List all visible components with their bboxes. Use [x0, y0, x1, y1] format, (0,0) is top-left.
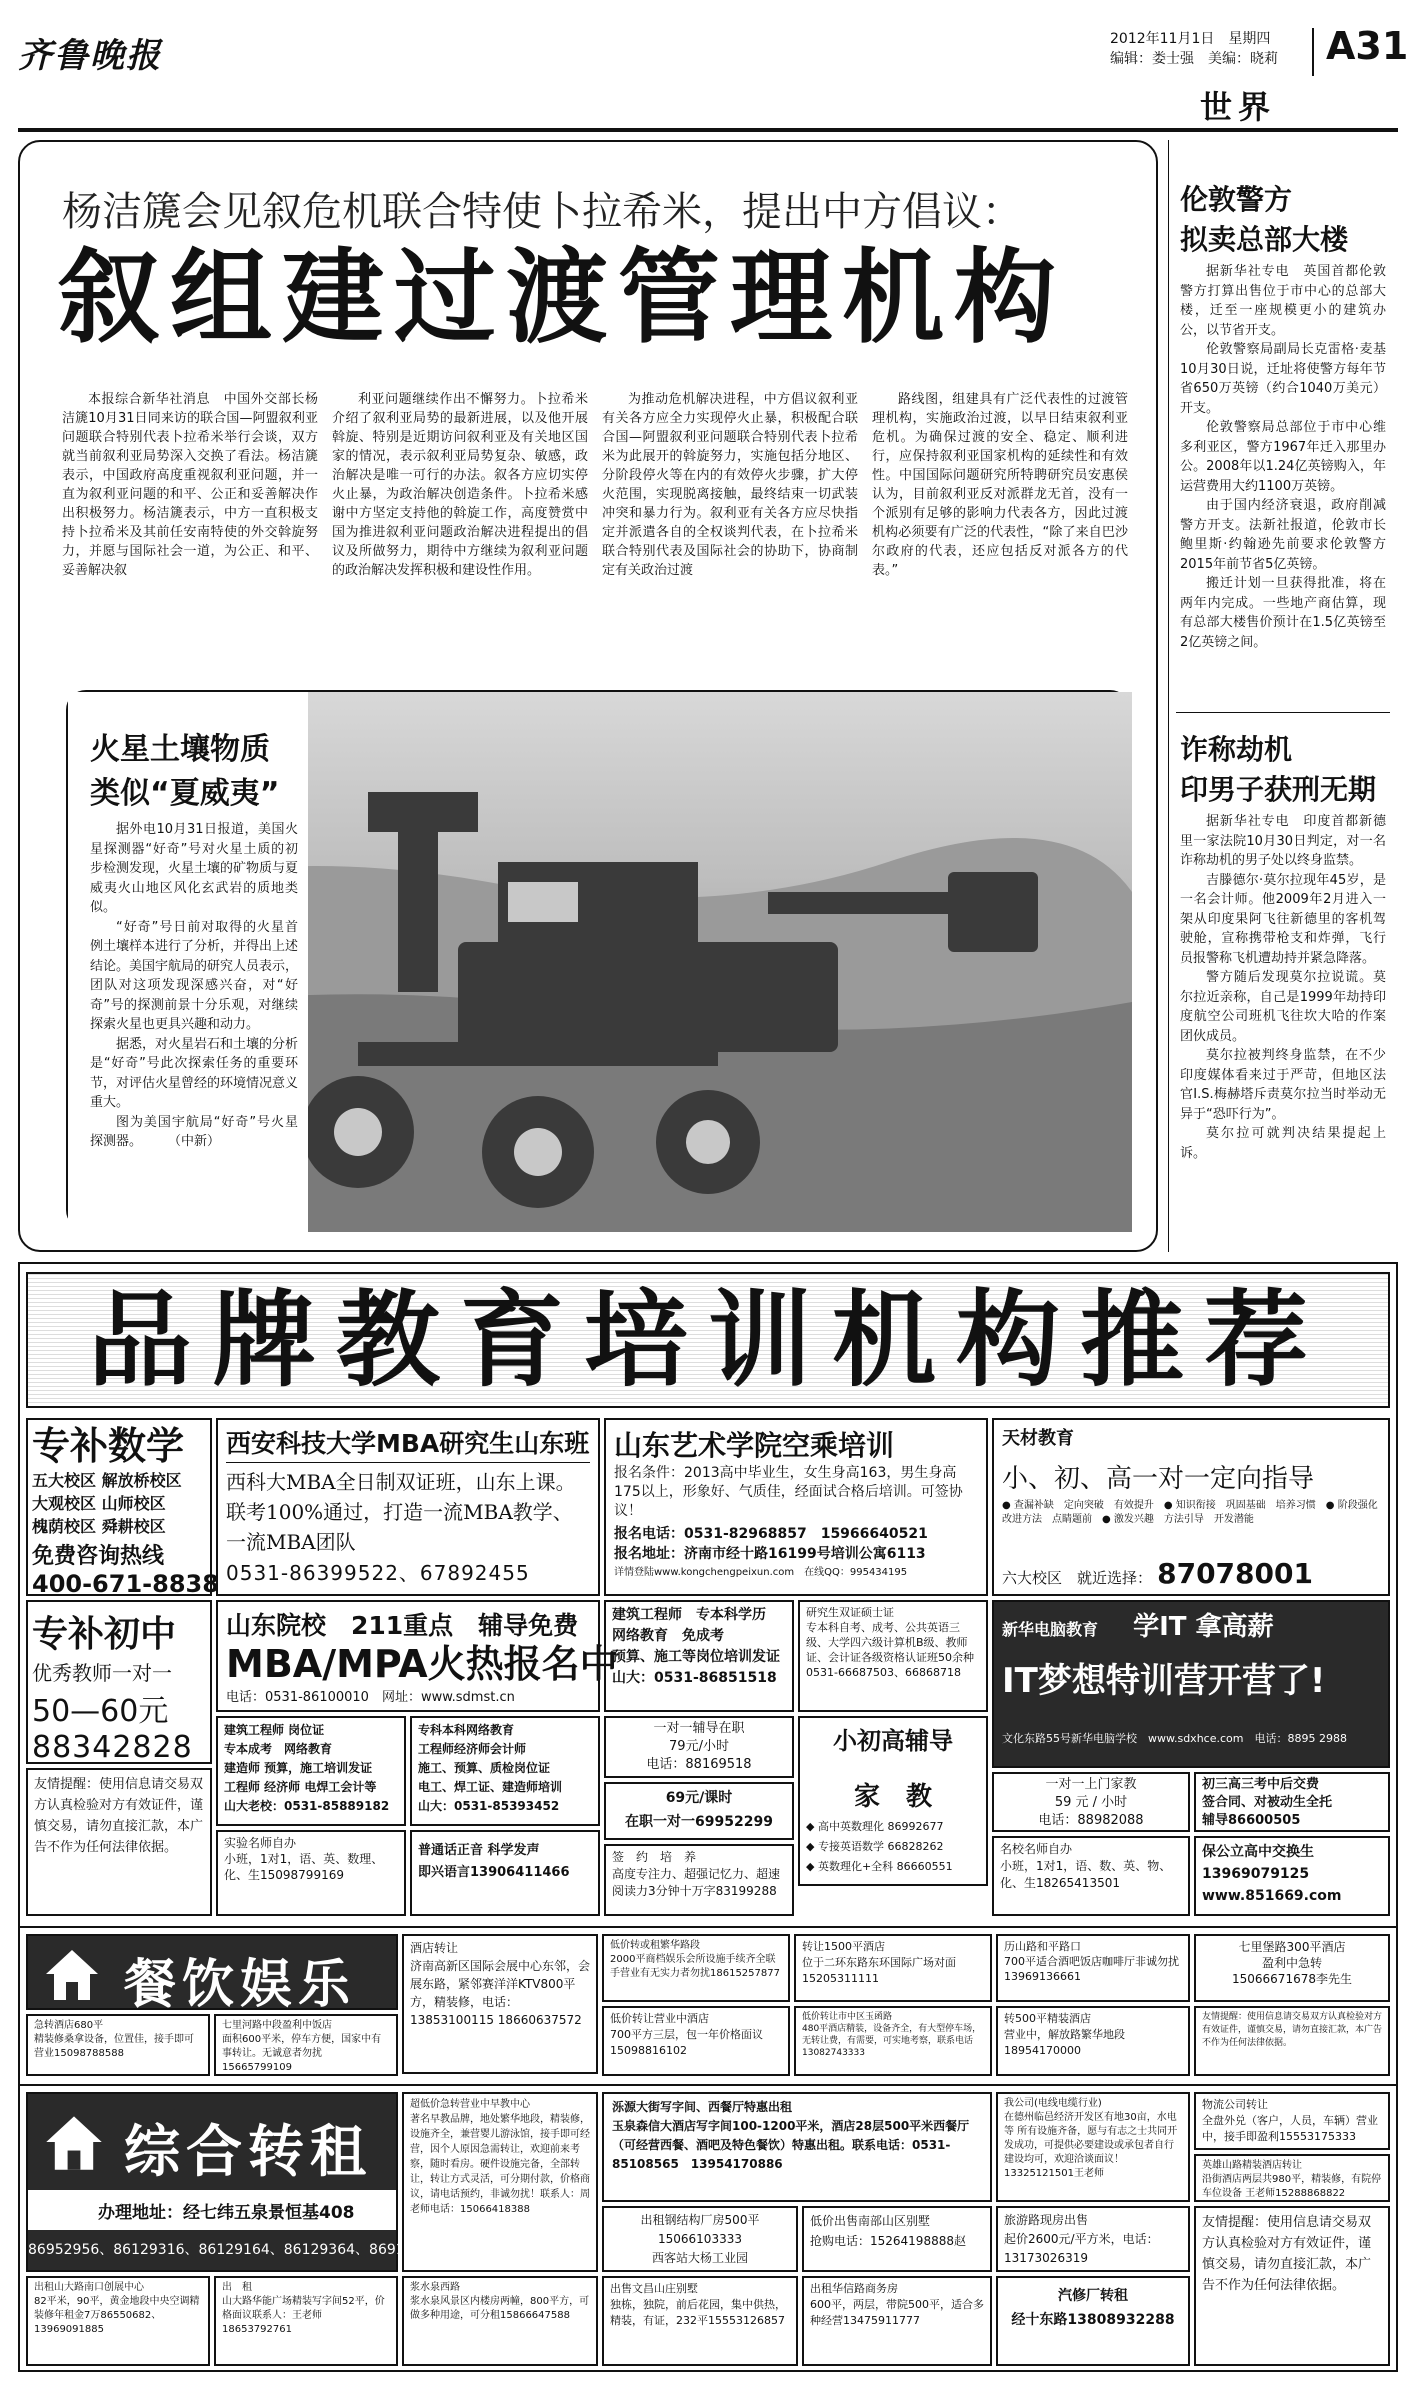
ad-itjob-name: 新华电脑教育 — [1002, 1620, 1099, 1639]
page-number: A31 — [1326, 24, 1409, 68]
ad-art-body: 报名条件：2013高中毕业生，女生身高163，男生身高175以上，形象好、气质佳，经面试合格后培训。可签协议！ — [614, 1465, 963, 1519]
cls-hotel1500[interactable] — [794, 1934, 992, 2002]
ad-xiaochu-home: 家 教 — [853, 1782, 932, 1812]
mars-body — [90, 820, 298, 1152]
mars-paragraph: 据外电10月31日报道，美国火星探测器“好奇”号对火星土质的初步检测发现，火星土壤的矿物质与夏威夷火山地区风化玄武岩的质地类似。 — [90, 822, 299, 915]
ad-famous1-text: 实验名师自办 小班，1对1，语、英、数理、化、生15098799169 — [224, 1836, 384, 1882]
cls-lvyou[interactable] — [996, 2206, 1190, 2272]
ad-tutor1-text: 一对一辅导在职 79元/小时 电话：88169518 — [646, 1721, 752, 1772]
ad-xiaochu-lines: ◆ 高中英数理化 86992677 ◆ 专接英语数学 66828262 ◆ 英数理化+全科 86660551 — [806, 1820, 953, 1873]
ad-tiancai-tags: ● 查漏补缺 定向突破 有效提升 ● 知识衔接 巩固基础 培养习惯 ● 阶段强化 改进方法 点睛题前 ● 激发兴趣 方法引导 开发潜能 — [1002, 1500, 1388, 1525]
mars-title-1: 火星土壤物质 — [90, 732, 270, 767]
lead-kicker: 杨洁篪会见叙危机联合特使卜拉希米，提出中方倡议： — [62, 189, 1022, 235]
cls-qili[interactable] — [1194, 1934, 1390, 2002]
cls-text: 低价转或租繁华路段 2000平商档娱乐会所设施手续齐全联手营业有无实力者勿扰18615257877 — [610, 1940, 780, 1979]
ad-junior-sub: 优秀教师一对一 — [32, 1661, 172, 1685]
ad-reminder-3 — [1194, 2206, 1390, 2366]
ad-junior-title: 专补初中 — [32, 1614, 177, 1655]
ad-xian-body: 西科大MBA全日制双证班，山东上课。联考100%通过，打造一流MBA教学、一流MBA团队 — [226, 1470, 576, 1554]
side2-paragraph: 警方随后发现莫尔拉说谎。莫尔拉近亲称，自己是1999年劫持印度航空公司班机飞往坎大哈的作案团伙成员。 — [1180, 970, 1386, 1044]
ad-sdcollege-phone: 电话：0531-86100010 网址：www.sdmst.cn — [226, 1690, 515, 1705]
ad-grad[interactable] — [798, 1600, 988, 1712]
masthead-rule — [18, 128, 1398, 132]
ad-reminder-2 — [1194, 2006, 1390, 2076]
ad-guarantee[interactable] — [1194, 1836, 1390, 1916]
lead-headline: 叙组建过渡管理机构 — [58, 238, 1066, 358]
ad-xiaochu[interactable] — [798, 1716, 988, 1886]
section-label: 世界 — [1200, 88, 1277, 126]
classified-rule-1 — [18, 1926, 1398, 1928]
ad-reminder-text: 友情提醒：使用信息请交易双方认真检验对方有效证件，谨慎交易，请勿直接汇款，本广告不作为任何法律依据。 — [1202, 2012, 1383, 2048]
side2-paragraph: 据新华社专电 印度首都新德里一家法院10月30日判定，对一名诈称劫机的男子处以终身监禁。 — [1180, 814, 1386, 868]
ad-itjob-head: 学IT 拿高薪 — [1133, 1612, 1274, 1642]
ad-gaokao[interactable] — [1194, 1772, 1390, 1832]
side1-paragraph: 伦敦警察局副局长克雷格·麦基10月30日说，迁址将使警方每年节省650万英镑（约合1040万美元）开支。 — [1180, 342, 1386, 416]
ad-sdcollege[interactable] — [216, 1600, 618, 1712]
ad-grammar[interactable] — [410, 1830, 600, 1916]
ad-tutor3[interactable] — [992, 1772, 1190, 1832]
cls-lease[interactable] — [214, 2276, 398, 2366]
ad-prof[interactable] — [410, 1716, 600, 1826]
ad-grammar-text: 普通话正音 科学发声 即兴语言13906411466 — [418, 1843, 570, 1880]
ad-math-campus: 大观校区 山师校区 — [32, 1494, 166, 1513]
cls-quick680[interactable] — [26, 2014, 210, 2076]
side1-title-1: 伦敦警方 — [1180, 183, 1293, 216]
classified-rule-2 — [18, 2084, 1398, 2086]
cls-text: 转让1500平酒店 位于二环东路东环国际广场对面15205311111 — [802, 1940, 956, 1985]
cls-hotel1[interactable] — [402, 1934, 598, 2074]
side2-title-2: 印男子获刑无期 — [1180, 773, 1377, 806]
cls-text: 出租钢结构厂房500平 15066103333 西客站大杨工业园 — [640, 2213, 760, 2265]
ad-eng1-text: 建筑工程师 专本科学历 网络教育 免成考 预算、施工等岗位培训发证 山大：0531-86851518 — [612, 1607, 780, 1686]
ad-art-title: 山东艺术学院空乘培训 — [614, 1429, 895, 1462]
cls-text: 低价转让市中区玉函路 480平酒店精装，设备齐全，有大型停车场，无转让费，有需要，可实地考察，联系电话13082743333 — [802, 2012, 982, 2058]
ad-math-campus: 槐荫校区 舜耕校区 — [32, 1517, 166, 1536]
ad-eng2-text: 建筑工程师 岗位证 专本成考 网络教育 建造师 预算，施工培训发证 工程师 经济师 电焊工会计等 山大老校：0531-85889182 — [224, 1723, 390, 1813]
masthead-divider — [1312, 28, 1314, 76]
mars-paragraph: “好奇”号日前对取得的火星首例土壤样本进行了分析，并得出上述结论。美国宇航局的研究人员表示，团队对这项发现深感兴奋，对“好奇”号的探测前景十分乐观，对继续探索火星也更具兴趣和动力。 — [90, 919, 299, 1032]
cls-text: 超低价急转营业中早教中心 著名早教品牌，地处繁华地段，精装修，设施齐全，兼营婴儿游泳馆，接手即可经营，因个人原因急需转让，欢迎前来考察，随时看房。硬件设施完备，全部转让，转让方式灵活，可分期付款，价格商议，请电话预约，非诚勿扰！联系人：周老师电话：15066418388 — [410, 2099, 590, 2215]
cls-text: 泺源大街写字间、西餐厅特惠出租 玉泉森信大酒店写字间100-1200平米，酒店28层500平米西餐厅（可经营西餐、酒吧及特色餐饮）特惠出租。联系电话：0531-85108565 13954170886 — [612, 2100, 970, 2171]
cls-hotel500[interactable] — [996, 2006, 1190, 2076]
ad-art-web: 详情登陆www.kongchengpeixun.com 在线QQ：995434195 — [614, 1567, 908, 1578]
ad-xian-phone: 0531-86399522、67892455 — [226, 1561, 530, 1585]
mars-title-2: 类似“夏威夷” — [90, 776, 280, 811]
cls-text: 出租山大路南口创展中心 82平米，90平，黄金地段中央空调精装修年租金7万86550682、13969091885 — [34, 2282, 200, 2335]
cls-tradehall[interactable] — [602, 1934, 790, 2002]
sidebar-divider — [1168, 140, 1169, 1252]
ad-eng1[interactable] — [604, 1600, 794, 1712]
ad-math-free: 免费咨询热线 — [32, 1544, 165, 1569]
ad-tutor3-text: 一对一上门家教 59 元 / 小时 电话：88982088 — [1038, 1777, 1144, 1828]
mars-paragraph: 据悉，对火星岩石和土壤的分析是“好奇”号此次探索任务的重要环节，对评估火星曾经的环境情况意义重大。 — [90, 1036, 299, 1110]
cls-text: 汽修厂转租 经十东路13808932288 — [1011, 2288, 1175, 2328]
lead-paragraph: 本报综合新华社消息 中国外交部长杨洁篪10月31日同来访的联合国—阿盟叙利亚问题联合特别代表卜拉希米举行会谈，双方就当前叙利亚局势深入交换了看法。杨洁篪表示，中国政府高度重视叙利亚问题，并一直为叙利亚问题的和平、公正和妥善解决作出积极努力。杨洁篪表示，中方一直积极支持卜拉希米及其前任安南特使的外交斡旋努力，并愿与国际社会一道，为公正、和平、妥善解决叙 — [62, 392, 318, 578]
ad-grad-text: 研究生双证硕士证 专本科自考、成考、公共英语三级、大学四六级计算机B级、教师证、会计证各级资格认证班50余种 0531-66687503、66868718 — [806, 1606, 974, 1679]
ad-tiancai[interactable] — [992, 1418, 1390, 1596]
side1-paragraph: 由于国内经济衰退，政府削减警方开支。法新社报道，伦敦市长鲍里斯·约翰逊先前要求伦敦警方2015年前节省5亿英镑。 — [1180, 498, 1386, 572]
cls-text: 转500平精装酒店 营业中，解放路繁华地段 18954170000 — [1004, 2012, 1125, 2057]
cls-super-cheap[interactable] — [402, 2092, 598, 2272]
house-icon — [42, 1944, 102, 2004]
ad-itjob-addr: 文化东路55号新华电脑学校 www.sdxhce.com 电话：8895 2988 — [1002, 1732, 1347, 1745]
cls-cheap-mall[interactable] — [602, 2006, 790, 2076]
cls-text: 出 租 山大路华能广场精装写字间52平，价格面议联系人：王老师18653792761 — [222, 2282, 385, 2335]
cls-logistics[interactable] — [1194, 2092, 1390, 2150]
ads-banner: 品牌教育培训机构推荐 — [26, 1272, 1390, 1408]
ad-math-campus: 五大校区 解放桥校区 — [32, 1471, 182, 1490]
food-banner-text: 餐饮娱乐 — [124, 1955, 357, 2015]
ad-math[interactable] — [26, 1418, 219, 1598]
cls-lishan[interactable] — [996, 1934, 1190, 2002]
ad-prof-text: 专科本科网络教育 工程师经济师会计师 施工、预算、质检岗位证 电工、焊工证、建造师培训 山大：0531-85393452 — [418, 1723, 563, 1813]
rent-banner-text: 综合转租 — [124, 2120, 372, 2185]
lead-column-3 — [602, 390, 858, 580]
cls-shannan[interactable] — [26, 2276, 210, 2366]
cls-text: 旅游路现房出售 起价2600元/平方米，电话：13173026319 — [1004, 2213, 1159, 2265]
ad-sign[interactable] — [604, 1844, 794, 1916]
ad-xiaochu-title: 小初高辅导 — [833, 1727, 953, 1755]
ad-xian-title: 西安科技大学MBA研究生山东班 — [226, 1424, 590, 1463]
cls-huaxin[interactable] — [802, 2276, 992, 2366]
cls-text: 英雄山路精装酒店转让 沿街酒店两层共980平，精装修，有院停车位设备 王老师15288868822 — [1202, 2160, 1382, 2199]
editor-line: 编辑：娄士强 美编：晓莉 — [1110, 51, 1278, 67]
ad-sdcollege-head: 山东院校 211重点 辅导免费 — [226, 1611, 579, 1640]
mars-paragraph: 图为美国宇航局“好奇”号火星探测器。 （中新） — [90, 1114, 298, 1149]
side1-body — [1180, 262, 1386, 652]
lead-column-4 — [872, 390, 1128, 580]
cls-cable[interactable] — [996, 2092, 1190, 2202]
lead-column-1 — [62, 390, 318, 580]
cls-cheap-yuhan[interactable] — [794, 2006, 992, 2076]
house-icon — [42, 2110, 106, 2174]
ad-guarantee-text: 保公立高中交换生 13969079125 www.851669.com — [1202, 1844, 1342, 1904]
side2-title-1: 诈称劫机 — [1180, 733, 1293, 766]
cls-text: 低价转让营业中酒店 700平方三层，包一年价格面议15098816102 — [610, 2012, 763, 2057]
cls-text: 出租华信路商务房 600平，两层，带院500平，适合多种经营13475911777 — [810, 2282, 984, 2327]
cls-text: 急转酒店680平 精装修桑拿设备，位置佳，接手即可营业15098788588 — [34, 2020, 194, 2059]
cls-text: 出售文昌山庄别墅 独栋，独院，前后花园，集中供热，精装，有证，232平15553126857 — [610, 2282, 786, 2327]
ad-tiancai-phone: 87078001 — [1157, 1557, 1313, 1590]
cls-text: 历山路和平路口 700平适合酒吧饭店咖啡厅非诚勿扰13969136661 — [1004, 1940, 1179, 1983]
ad-itjob[interactable] — [992, 1600, 1390, 1768]
newspaper-logo: 齐鲁晚报 — [18, 36, 162, 76]
ad-tiancai-title: 小、初、高一对一定向指导 — [1002, 1464, 1315, 1494]
cls-text: 七里堡路300平酒店 盈利中急转 15066671678李先生 — [1232, 1940, 1352, 1986]
cls-cheap-shop[interactable] — [802, 2206, 992, 2272]
ad-math-title: 专补数学 — [32, 1424, 185, 1468]
cls-jiangshui[interactable] — [402, 2276, 598, 2366]
cls-text: 物流公司转让 全盘外兑（客户，人员，车辆）营业中，接手即盈利15553175333 — [1202, 2098, 1378, 2143]
ad-art-phone: 报名电话：0531-82968857 15966640521 — [614, 1526, 928, 1542]
ad-art[interactable] — [604, 1418, 988, 1596]
date-line: 2012年11月1日 星期四 — [1110, 31, 1271, 47]
cls-qihe[interactable] — [214, 2014, 398, 2076]
cls-text: 酒店转让 济南高新区国际会展中心东邻，会展东路，紧邻赛洋洋KTV800平方，精装修，电话：13853100115 18660637572 — [410, 1941, 591, 2027]
lead-paragraph: 为推动危机解决进程，中方倡议叙利亚有关各方应全力实现停火止暴，积极配合联合国—阿盟叙利亚问题联合特别代表卜拉希米为此展开的斡旋努力，实施包括分地区、分阶段停火等在内的有效停火步骤，扩大停火范围，实现脱离接触，最终结束一切武装冲突和暴力行为。叙利亚有关各方应尽快指定并派遣各自的全权谈判代表，在卜拉希米联合特别代表及国际社会的协助下，协商制定有关政治过渡 — [602, 392, 858, 578]
ad-math-phone: 400-671-8838 — [32, 1570, 219, 1598]
side2-paragraph: 莫尔拉被判终身监禁，在不少印度媒体看来过于严苛，但地区法官I.S.梅赫塔斥责莫尔拉当时举动无异于“恐吓行为”。 — [1180, 1048, 1386, 1122]
ad-reminder-text: 友情提醒：使用信息请交易双方认真检验对方有效证件，谨慎交易，请勿直接汇款，本广告不作为任何法律依据。 — [1202, 2215, 1372, 2293]
ad-reminder-1 — [26, 1768, 212, 1916]
side2-body — [1180, 812, 1386, 1163]
ad-famous1[interactable] — [216, 1830, 406, 1916]
lead-paragraph: 路线图，组建具有广泛代表性的过渡管理机构，实施政治过渡，以早日结束叙利亚危机。为确保过渡的安全、稳定、顺利进行，应保持叙利亚国家机构的延续性和有效性。中国国际问题研究所特聘研究员安惠侯认为，目前叙利亚反对派群龙无首，没有一个派别有足够的影响力代表各方，因此过渡机构必须要有广泛的代表性，“除了来自巴沙尔政府的代表，还应包括反对派各方的代表。” — [872, 392, 1128, 578]
ad-tutor2-text: 69元/课时 在职一对一69952299 — [625, 1790, 773, 1830]
ad-famous2[interactable] — [992, 1836, 1190, 1916]
side2-paragraph: 莫尔拉可就判决结果提起上诉。 — [1180, 1126, 1386, 1161]
cls-villa[interactable] — [602, 2276, 798, 2366]
ad-junior-phone: 88342828 — [32, 1730, 193, 1765]
sidebar-story-rule — [1176, 712, 1390, 713]
cls-text: 浆水泉西路 浆水泉风景区内楼房两幢，800平方，可做多种用途，可分租15866647588 — [410, 2282, 590, 2321]
ad-itjob-header — [1002, 1606, 1380, 1643]
ad-itjob-title: IT梦想特训营开营了! — [1002, 1661, 1326, 1701]
ad-junior[interactable] — [26, 1600, 212, 1764]
side1-title-2: 拟卖总部大楼 — [1180, 223, 1349, 256]
ad-tiancai-footer — [1002, 1557, 1313, 1590]
ad-art-addr: 报名地址：济南市经十路16199号培训公寓6113 — [614, 1546, 926, 1562]
cls-yingxiong[interactable] — [1194, 2154, 1390, 2202]
ad-sign-text: 签 约 培 养 高度专注力、超强记忆力、超速阅读力3分钟十万字83199288 — [612, 1850, 781, 1898]
ad-famous2-text: 名校名师自办 小班，1对1，语、数、英、物、化、生18265413501 — [1000, 1842, 1172, 1890]
ad-tutor1[interactable] — [604, 1716, 794, 1778]
cls-text: 低价出售南部山区别墅 抢购电话：15264198888赵 — [810, 2214, 966, 2248]
cls-text: 七里河路中段盈利中饭店 面积600平米，停车方便，国家中有事转让。无诚意者勿扰15665799109 — [222, 2020, 382, 2073]
ad-sdcollege-title: MBA/MPA火热报名中 — [226, 1642, 618, 1686]
lead-paragraph: 利亚问题继续作出不懈努力。卜拉希米介绍了叙利亚局势的最新进展，以及他开展斡旋、特别是近期访问叙利亚及有关地区国家的情况，表示叙利亚局势复杂、敏感，政治解决是唯一可行的办法。叙各方应切实停火止暴，为政治解决创造条件。卜拉希米感谢中方坚定支持他的斡旋工作，高度赞赏中国为推进叙利亚问题政治解决进程提出的倡议及所做努力，期待中方继续为叙利亚问题的政治解决发挥积极和建设性作用。 — [332, 392, 588, 578]
cls-steel[interactable] — [602, 2206, 798, 2272]
cls-qixiu[interactable] — [996, 2276, 1190, 2366]
ad-junior-price: 50—60元 — [32, 1694, 169, 1729]
ad-tutor2[interactable] — [604, 1782, 794, 1840]
ad-tiancai-name: 天材教育 — [1002, 1428, 1074, 1449]
cls-yuanlong[interactable] — [602, 2092, 992, 2202]
rent-banner-phones: 86952956、86129316、86129164、86129364、86919980 — [28, 2230, 396, 2270]
ad-gaokao-text: 初三高三考中后交费 签合同、对被动生全托 辅导86600505 — [1202, 1777, 1333, 1828]
ad-reminder-text: 友情提醒：使用信息请交易双方认真检验对方有效证件，谨慎交易，请勿直接汇款，本广告不作为任何法律依据。 — [34, 1777, 204, 1855]
ad-eng2[interactable] — [216, 1716, 406, 1826]
side1-paragraph: 伦敦警察局总部位于市中心维多利亚区，警方1967年迁入那里办公。2008年以1.24亿英镑购入，年运营费用大约1100万英镑。 — [1180, 420, 1386, 494]
cls-text: 我公司(电线电缆行业) 在德州临邑经济开发区有地30亩，水电等 所有设施齐备，愿与有志之士共同开发成功，可提供必要建设或承包者自行建设均可，欢迎洽谈面议！13325121501王老师 — [1004, 2098, 1178, 2179]
rent-banner-box — [26, 2092, 441, 2272]
ad-tiancai-campus: 六大校区 就近选择： — [1002, 1569, 1153, 1587]
lead-column-2 — [332, 390, 588, 580]
food-banner-box — [26, 1934, 398, 2015]
side2-paragraph: 吉滕德尔·莫尔拉现年45岁，是一名会计师。他2009年2月进入一架从印度果阿飞往新德里的客机驾驶舱，宣称携带枪支和炸弹，飞行员报警称飞机遭劫持并紧急降落。 — [1180, 872, 1386, 966]
side1-paragraph: 搬迁计划一旦获得批准，将在两年内完成。一些地产商估算，现有总部大楼售价预计在1.5亿英镑至2亿英镑之间。 — [1180, 576, 1386, 650]
rent-banner-addr: 办理地址：经七纬五泉景恒基408 — [98, 2203, 355, 2223]
side1-paragraph: 据新华社专电 英国首都伦敦警方打算出售位于市中心的总部大楼，迁至一座规模更小的建筑办公，以节省开支。 — [1180, 264, 1386, 338]
ad-xian[interactable] — [216, 1418, 600, 1596]
